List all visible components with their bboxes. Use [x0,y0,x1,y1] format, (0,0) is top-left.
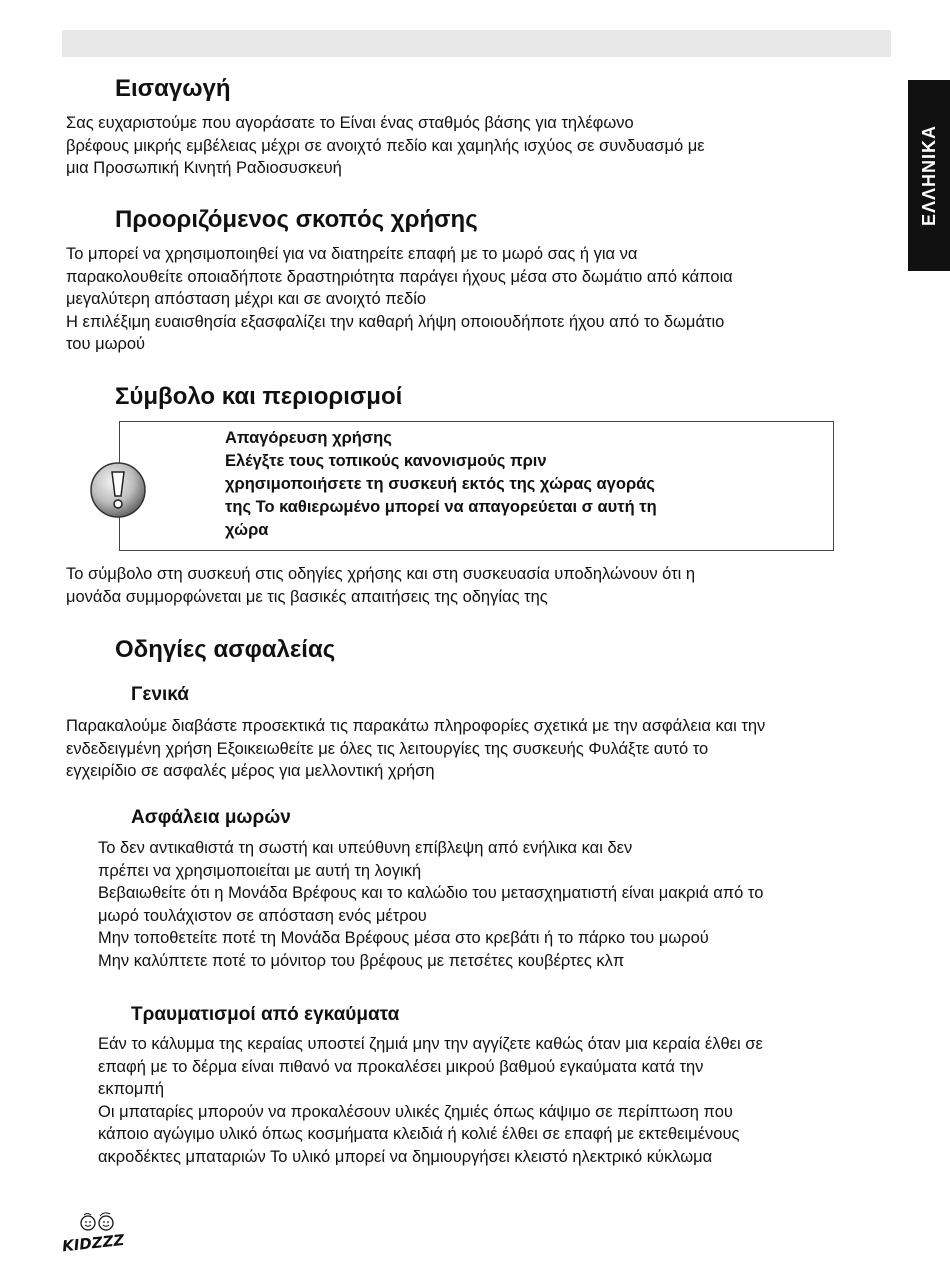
baby-safety-line: μωρό τουλάχιστον σε απόσταση ενός μέτρου [98,906,427,925]
purpose-line: παρακολουθείτε οποιαδήποτε δραστηριότητα παράγει ήχους μέσα στο δωμάτιο από κάποια [66,267,733,286]
baby-safety-line: Βεβαιωθείτε ότι η Μονάδα Βρέφους και το καλώδιο του μετασχηματιστή είναι μακριά από το [98,884,764,902]
general-line: εγχειρίδιο σε ασφαλές μέρος για μελλοντική χρήση [66,762,435,780]
burns-line: επαφή με το δέρμα είναι πιθανό να προκαλέσει μικρού βαθμού εγκαύματα κατά την [98,1057,704,1076]
symbol-line: Το σύμβολο στη συσκευή στις οδηγίες χρήσης και στη συσκευασία υποδηλώνουν ότι η [66,565,696,583]
warning-line: χρησιμοποιήσετε τη συσκευή εκτός της χώρας αγοράς [225,475,655,493]
kidzzz-logo-icon [60,1210,135,1255]
general-line: Παρακαλούμε διαβάστε προσεκτικά τις παρακάτω πληροφορίες σχετικά με την ασφάλεια και την [66,717,766,735]
symbol-line: μονάδα συμμορφώνεται με τις βασικές απαιτήσεις της οδηγίας της [66,587,548,606]
burns-line: ακροδέκτες μπαταριών Το υλικό μπορεί να δημιουργήσει κλειστό ηλεκτρικό κύκλωμα [98,1147,713,1166]
exclamation-warning-icon [88,460,148,520]
language-tab [908,80,950,271]
baby-safety-body [98,837,763,972]
purpose-line: του μωρού [66,335,146,353]
baby-safety-title: Ασφάλεια μωρών [131,807,291,828]
burns-line: Οι μπαταρίες μπορούν να προκαλέσουν υλικές ζημιές όπως κάψιμο σε περίπτωση που [98,1102,733,1121]
intro-line: μια Προσωπική Κινητή Ραδιοσυσκευή [66,159,342,177]
baby-safety-line: Το δεν αντικαθιστά τη σωστή και υπεύθυνη επίβλεψη από ενήλικα και δεν [98,839,633,857]
general-title: Γενικά [131,684,189,705]
intro-line: βρέφους μικρής εμβέλειας μέχρι σε ανοιχτό πεδίο και χαμηλής ισχύος σε συνδυασμό με [66,136,705,155]
symbol-body [66,563,695,608]
purpose-line: Το μπορεί να χρησιμοποιηθεί για να διατηρείτε επαφή με το μωρό σας ή για να [66,245,638,263]
general-line: ενδεδειγμένη χρήση Εξοικειωθείτε με όλες τις λειτουργίες της συσκευής Φυλάξτε αυτό το [66,739,709,758]
burns-line: Εάν το κάλυμμα της κεραίας υποστεί ζημιά μην την αγγίζετε καθώς όταν μια κεραία έλθει σε [98,1035,763,1053]
burns-line: κάποιο αγώγιμο υλικό όπως κοσμήματα κλειδιά ή κολιέ έλθει σε επαφή με εκτεθειμένους [98,1125,740,1143]
intro-title: Εισαγωγή [115,75,231,102]
purpose-line: Η επιλέξιμη ευαισθησία εξασφαλίζει την καθαρή λήψη οποιουδήποτε ήχου από το δωμάτιο [66,312,725,331]
warning-line: χώρα [225,521,269,539]
general-body [66,715,765,783]
baby-safety-line: Μην καλύπτετε ποτέ το μόνιτορ του βρέφους με πετσέτες κουβέρτες κλπ [98,951,625,970]
intro-body [66,112,705,180]
warning-line: Απαγόρευση χρήσης [225,429,392,447]
intro-line: Σας ευχαριστούμε που αγοράσατε το Είναι ένας σταθμός βάσης για τηλέφωνο [66,114,634,132]
purpose-body [66,243,733,356]
purpose-line: μεγαλύτερη απόσταση μέχρι και σε ανοιχτό πεδίο [66,290,427,308]
burns-line: εκπομπή [98,1080,164,1098]
warning-line: της Το καθιερωμένο μπορεί να απαγορεύεται σ αυτή τη [225,498,657,516]
logo-text: KIDZZZ [61,1230,126,1255]
burns-body [98,1033,763,1168]
language-tab-label: ΕΛΛΗΝΙΚΑ [918,124,939,227]
warning-text [225,427,657,542]
baby-safety-line: Μην τοποθετείτε ποτέ τη Μονάδα Βρέφους μέσα στο κρεβάτι ή το πάρκο του μωρού [98,929,709,947]
purpose-title: Προοριζόμενος σκοπός χρήσης [115,206,478,233]
header-bar [62,30,891,57]
warning-line: Ελέγξτε τους τοπικούς κανονισμούς πριν [225,452,547,470]
baby-safety-line: πρέπει να χρησιμοποιείται με αυτή τη λογική [98,861,422,880]
safety-title: Οδηγίες ασφαλείας [115,636,336,663]
burns-title: Τραυματισμοί από εγκαύματα [131,1004,400,1025]
symbol-title: Σύμβολο και περιορισμοί [115,383,403,410]
